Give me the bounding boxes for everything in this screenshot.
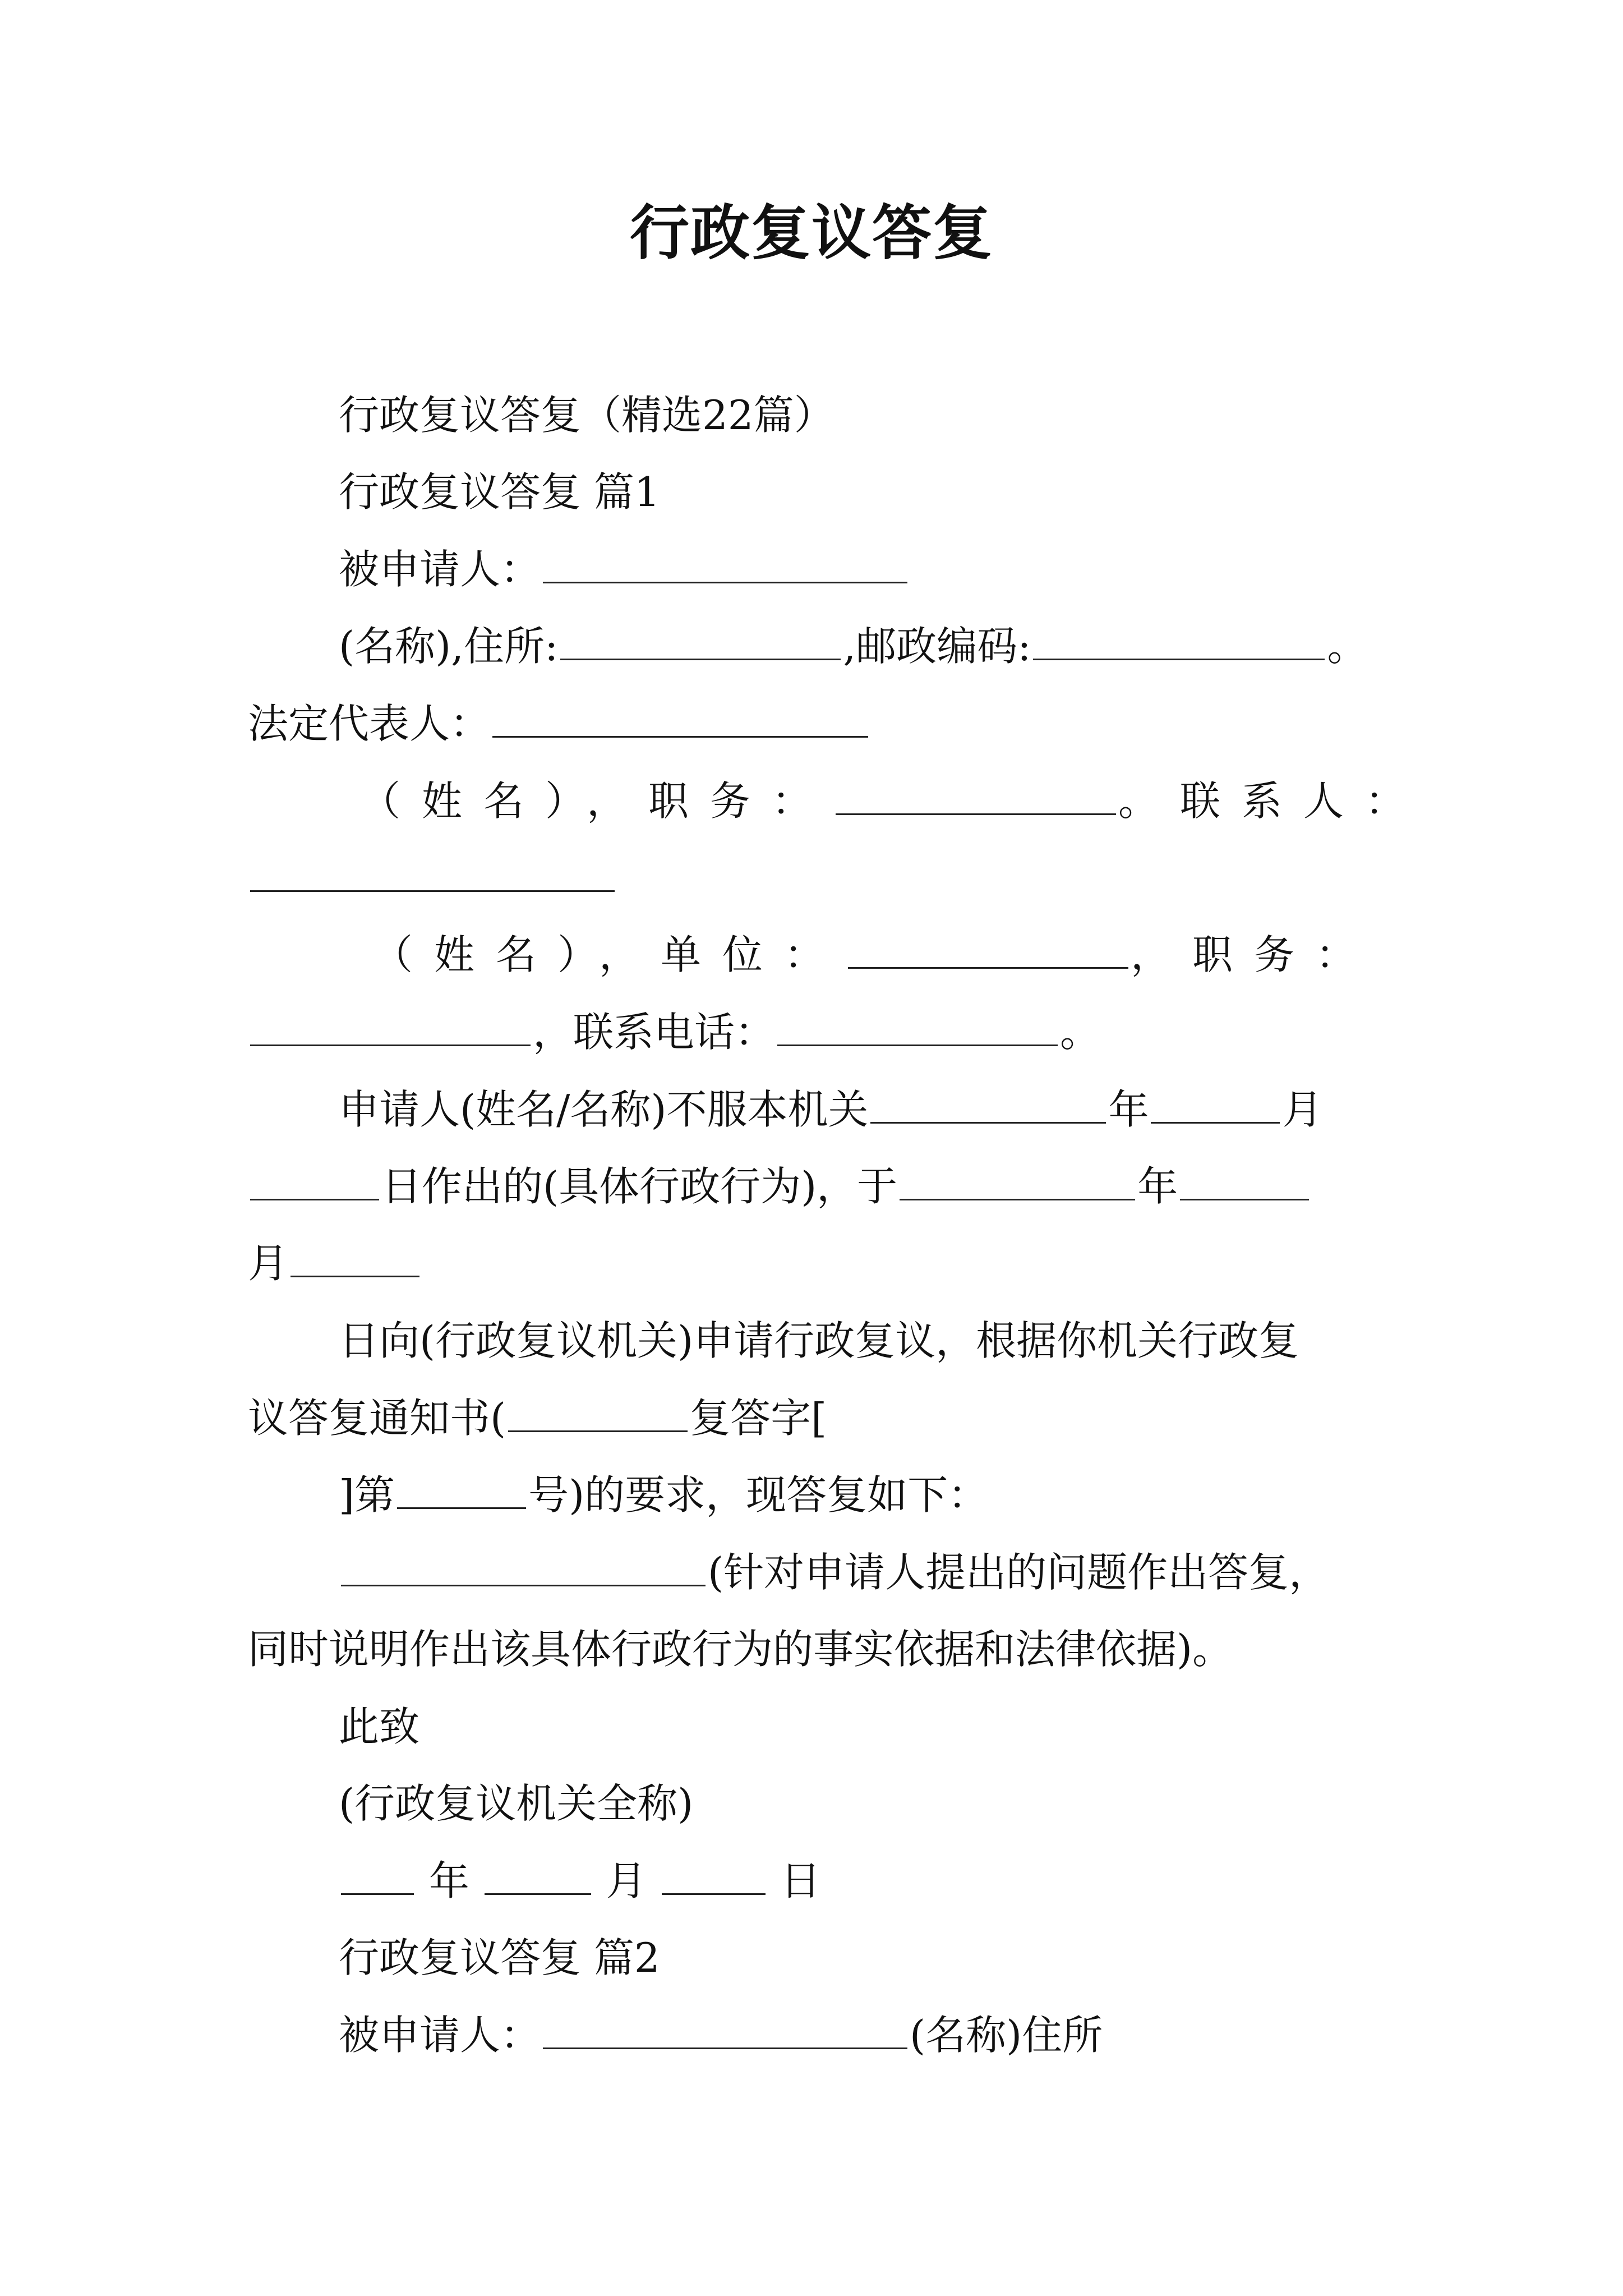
unit-line — [372, 927, 1377, 983]
date-line — [248, 1158, 1311, 1214]
applicant-line — [339, 1082, 1322, 1138]
blank-field — [662, 1858, 766, 1895]
section-heading-2: 行政复议答复 篇2 — [339, 1934, 660, 1981]
respondent-label: 被申请人： — [339, 2012, 541, 2059]
blank-field — [341, 1858, 414, 1895]
number-line — [339, 1467, 988, 1523]
paragraph-line: 同时说明作出该具体行政行为的事实依据和法律依据)。 — [248, 1626, 1233, 1673]
punctuation: 。 — [1327, 623, 1368, 670]
applicant-text: 申请人(姓名/名称)不服本机关 — [339, 1086, 869, 1133]
section-heading-1: 行政复议答复 篇1 — [339, 468, 660, 516]
respondent-label: 被申请人： — [339, 546, 541, 593]
address-label: (名称),住所: — [339, 623, 559, 670]
legal-rep-line — [248, 696, 870, 752]
number-label: ]第 — [339, 1471, 395, 1519]
blank-field — [492, 701, 868, 738]
phone-label: ，联系电话： — [533, 1009, 776, 1056]
subtitle: 行政复议答复（精选22篇） — [339, 392, 834, 439]
phone-line — [248, 1004, 1100, 1060]
name-position-label: （姓名），职务： — [360, 777, 834, 825]
blank-field — [397, 1473, 526, 1509]
blank-field — [848, 932, 1128, 969]
signature-date-line — [339, 1853, 821, 1909]
month-label: 月 — [248, 1240, 289, 1287]
month-label: 月 — [1282, 1086, 1323, 1133]
day-label: 日 — [780, 1857, 821, 1904]
month-label: 月 — [606, 1857, 647, 1904]
position-label: ，职务： — [1131, 931, 1378, 978]
year-label: 年 — [1108, 1086, 1149, 1133]
blank-field — [777, 1010, 1058, 1046]
blank-field — [1033, 624, 1325, 660]
contact-label: 。联系人： — [1118, 777, 1427, 825]
reply-line — [339, 1544, 1329, 1600]
blank-field — [560, 624, 841, 660]
blank-field — [291, 1241, 419, 1277]
contact-blank-line — [248, 850, 617, 906]
name-unit-label: （姓名），单位： — [372, 931, 846, 978]
blank-field — [250, 1164, 379, 1200]
page-title: 行政复议答复 — [630, 197, 993, 268]
legal-rep-label: 法定代表人： — [248, 700, 491, 747]
notice-text: 议答复通知书( — [248, 1395, 506, 1442]
month-line — [248, 1235, 422, 1291]
respondent-line — [339, 541, 910, 597]
blank-field — [1180, 1164, 1309, 1200]
address-text: (名称)住所 — [910, 2012, 1103, 2059]
authority-name: (行政复议机关全称) — [339, 1780, 694, 1827]
blank-field — [250, 855, 615, 892]
address-line — [339, 618, 1368, 674]
paragraph-line: 日向(行政复议机关)申请行政复议，根据你机关行政复 — [339, 1317, 1299, 1364]
blank-field — [543, 547, 907, 583]
blank-field — [250, 1010, 531, 1046]
respondent-line-2 — [339, 2007, 1103, 2063]
year-label: 年 — [428, 1857, 469, 1904]
reply-instruction: (针对申请人提出的问题作出答复， — [708, 1549, 1330, 1596]
action-text: 日作出的(具体行政行为)，于 — [381, 1163, 898, 1210]
year-label: 年 — [1137, 1163, 1178, 1210]
blank-field — [900, 1164, 1135, 1200]
blank-field — [341, 1550, 706, 1586]
punctuation: 。 — [1060, 1009, 1101, 1056]
blank-field — [485, 1858, 591, 1895]
position-line — [360, 773, 1427, 829]
salutation: 此致 — [339, 1703, 420, 1750]
requirement-text: 号)的要求，现答复如下： — [528, 1471, 989, 1519]
postcode-label: ,邮政编码: — [843, 623, 1031, 670]
blank-field — [836, 779, 1116, 815]
blank-field — [508, 1396, 688, 1432]
blank-field — [543, 2013, 907, 2049]
notice-line — [248, 1390, 827, 1446]
blank-field — [870, 1087, 1106, 1124]
blank-field — [1151, 1087, 1280, 1124]
reply-no-text: 复答字[ — [690, 1395, 827, 1442]
